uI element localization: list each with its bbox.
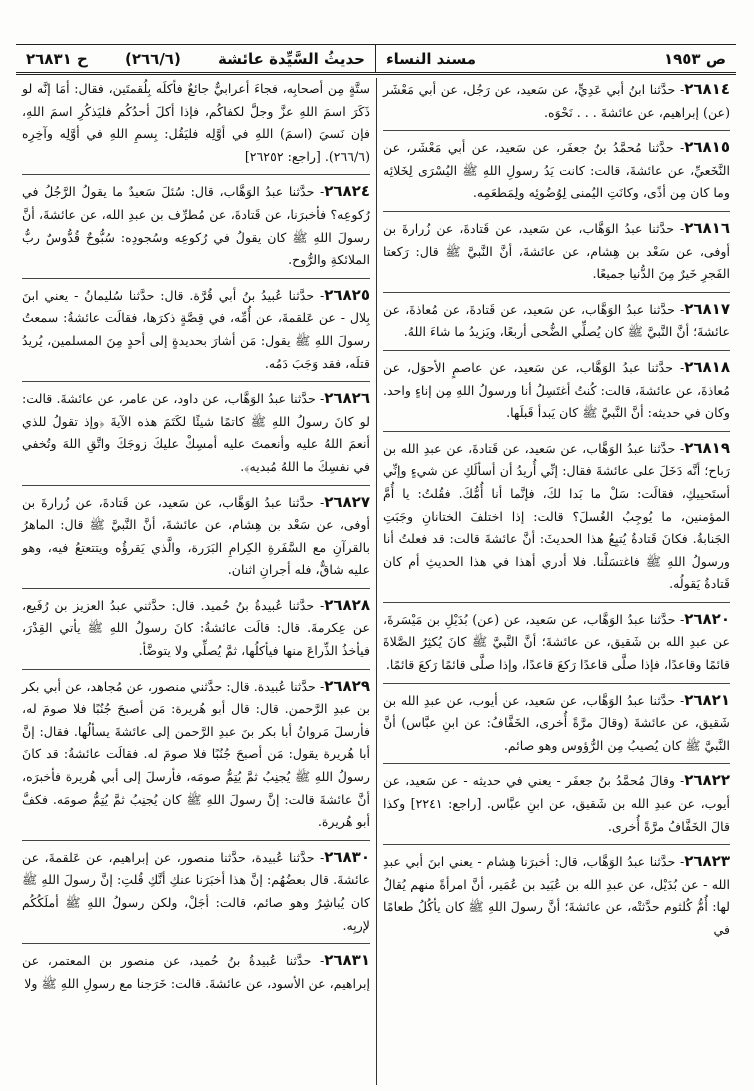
hadith-number: ٢٦٨٢٨ [324,595,370,614]
hadith-text: - حدَّثنا ابنُ أبي عَدِيٍّ، عن سَعيد، عن رَجُل، عن أبي مَعْشَر (عن) إبراهيم، عن عائشةَ . . . نَحْوَه. [383,82,730,120]
hadith-entry [383,217,730,293]
hadith-entry [22,491,370,589]
hadith-entry [383,298,730,351]
hadith-number: ٢٦٨٢٥ [324,285,370,304]
hadith-number: ٢٦٨٢٧ [324,492,370,511]
hadith-entry [383,769,730,845]
hadith-number: ٢٦٨٣٠ [324,847,370,866]
hadith-text: - حدَّثنا عُبيدة. قال: حدَّثني منصور، عن مُجاهد، عن أبي بكر بن عبدِ الرَّحمن. قال: قال أبو هُريرة: مَن أصبحَ جُنُبًا فلا صومَ له، فأرسلَ مَروانُ أبا بكر بنَ عبدِ الرَّحمن إلى عائشةَ يسألُها. فقال: إنَّ أبا هُريرة يقول: مَن أصبحَ جُنُبًا فلا صومَ له. فقالَت عائشةُ: قد كانَ رسولُ اللهِ ﷺ يُجنِبُ ثمَّ يُتِمُّ صومَه، فأرسلَ إلى أبي هُريرة فأخبرَه، أنَّ عائشةَ قالت: إنَّ رسولَ اللهِ ﷺ كان يُجنِبُ ثمَّ يُتِمُّ صومَه. فكفَّ أبو هُريرة. [22,678,370,830]
hadith-entry [383,437,730,603]
header-chapter-title: حديثُ السَّيِّدة عائشة [218,49,365,68]
header-volume: (٢٦٦/٦) [125,49,181,68]
hadith-entry [383,850,730,944]
hadith-number: ٢٦٨١٦ [684,218,730,237]
hadith-entry [383,689,730,765]
hadith-text: - حدَّثنا عُبيدةُ بنُ حُميد. قال: حدَّثني عبدُ العزيز بن رُفَيع، عن عِكرمةَ. قال: قالَت عائشةُ: كانَ رسولُ اللهِ ﷺ يأتي القِدْرَ، فيأخذُ الذِّراعَ منها فيأكلُها، ثمَّ يُصلِّي ولا يتوضَّأ. [22,597,370,659]
hadith-entry [22,284,370,382]
hadith-entry [383,136,730,212]
hadith-number: ٢٦٨٢٤ [324,182,370,201]
hadith-text: - حدَّثنا عبدُ الوَهَّاب، عن سَعيد، عن قَتادةَ، عن زُرارةَ بن أوفى، عن سَعْد بن هِشام، عن عائشةَ، أنَّ النَّبيَّ ﷺ قال: رَكعتا الفَجرِ خَيرٌ مِنَ الدُّنيا جميعًا. [383,220,730,282]
hadith-text: - حدَّثنا عبدُ الوَهَّاب، قال: أخبرَنا هِشام - يعني ابنَ أبي عبدِ الله - عن بُدَيْل، عن عبدِ الله بن عُبَيد بن عُمَير، أنَّ امرأةً منهم يُقالُ لها: أُمُّ كُلثوم حدَّثتْه، عن عائشةَ؛ أنَّ رسولَ اللهِ ﷺ كان يأكُلُ طعامًا في [383,854,730,937]
right-column [376,78,736,1085]
hadith-text: ستَّةٍ مِن أصحابِه، فجاءَ أعرابيٌّ جائعٌ فأكلَه بِلُقمتَين، فقال: أمَا إنَّه لو ذَكَرَ اسمَ اللهِ عزَّ وجلَّ لكفاكُم، فإذا أكلَ أحدُكُم فليَذكُرِ اسمَ اللهِ، فإن نَسيَ (اسمَ) اللهِ في أوَّلِه فليَقُل: بِسمِ اللهِ في أوَّلِه وآخِرِه (٢٦٦/٦). [راجع: ٢٦٢٥٢] [22,81,370,164]
hadith-number: ٢٦٨١٨ [684,357,730,376]
hadith-number: ٢٦٨١٧ [684,299,730,318]
header-hadith-number: ح ٢٦٨٣١ [26,49,88,68]
text-columns [16,78,736,1085]
hadith-text: - حدَّثنا عبدُ الوَهَّاب، عن سَعيد، عن قَتادةَ، عن مُعاذةَ، عن عائشةَ؛ أنَّ النَّبيَّ ﷺ كان يُصلِّي الضُّحى أربعًا، ويَزيدُ ما شاءَ اللهُ. [383,301,730,340]
hadith-entry [22,675,370,841]
hadith-text: - وقالَ مُحمَّدُ بنُ جعفَر - يعني في حديثه - عن سَعيد، عن أيوب، عن عبدِ الله بن شَقيق، عن ابنِ عبَّاس. [راجع: ٢٢٤١] وكذا قالَ الخَفَّافُ مرَّةً أُخرى. [383,773,731,834]
hadith-number: ٢٦٨٢١ [684,690,730,709]
hadith-entry [22,846,370,944]
hadith-text: - حدَّثنا عُبيدُ بنُ أبي قُرَّة. قال: حدَّثنا سُليمانُ - يعني ابنَ بِلال - عن عَلقمةَ، عن أُمِّه، في قِصَّةٍ ذكرَها، فقالَت عائشةُ: سمعتُ رسولَ اللهِ ﷺ يقول: مَن أشارَ بحديدةٍ إلى أحدٍ مِنَ المسلمين، يُريدُ قتلَه، فقد وَجَبَ دَمُه. [22,287,370,371]
header-page-number: ص ١٩٥٣ [663,49,726,68]
hadith-text: - حدَّثنا عبدُ الوَهَّاب، عن سَعيد، عن قَتادةَ، عن زُرارةَ بن أوفى، عن سَعْد بن هِشام، عن عائشةَ، أنَّ النَّبيَّ ﷺ قال: الماهرُ بالقرآنِ مع السَّفَرةِ الكِرامِ البَرَرة، والَّذي يَقرؤُه ويتتعتعُ فيه، وهو عليه شاقٌّ، فله أجرانِ اثنان. [22,494,370,578]
hadith-entry [383,608,730,684]
header-right [376,45,736,72]
hadith-text: - حدَّثنا عُبيدة، حدَّثنا منصور، عن إبراهيم، عن عَلقمةَ، عن عائشةَ. قال بعضُهُم: إنَّ هذا أخبَرَنا عنكِ أنَّكِ قُلتِ: إنَّ رسولَ اللهِ ﷺ كان يُباشِرُ وهو صائم، قالت: أجَلْ، ولكن رسولُ اللهِ ﷺ أملَكُكُم لإربِه. [22,849,370,933]
hadith-entry [22,387,370,485]
hadith-entry [383,78,730,131]
hadith-entry [22,949,370,998]
hadith-number: ٢٦٨١٤ [684,80,730,98]
hadith-entry [383,356,730,432]
hadith-text: - حدَّثنا عُبيدةُ بنُ حُميد، عن منصور بن المعتمر، عن إبراهيم، عن الأسود، عن عائشةَ. قالت: خَرَجنا مع رسولِ اللهِ ﷺ ولا [22,953,370,991]
hadith-number: ٢٦٨٣١ [324,951,370,970]
page-header [16,44,736,75]
hadith-number: ٢٦٨٢٣ [684,852,730,871]
hadith-text: - حدَّثنا عبدُ الوَهَّاب، قال: سُئلَ سَعيدٌ ما يقولُ الرَّجُلُ في رُكوعِه؟ فأخبرَنا، عن قَتادةَ، عن مُطرِّف بن عبدِ الله، عن عائشةَ، أنَّ رسولَ اللهِ ﷺ كان يقولُ في رُكوعِه وسُجودِه: سُبُّوحٌ قُدُّوسٌ ربُّ الملائكةِ والرُّوح. [22,184,370,268]
hadith-text: - حدَّثنا مُحمَّدُ بنُ جعفَر، عن سَعيد، عن أبي مَعْشَر، عن النَّخَعيِّ، عن عائشةَ، قالت: كانت يَدُ رسولِ اللهِ ﷺ اليُسْرَى لِخَلائِه وما كان مِن أذًى، وكانَتِ اليُمنى لِوُضُوئِه ولِمَطعَمِه. [383,140,730,201]
hadith-text: - حدَّثنا عبدُ الوَهَّاب، عن سَعيد، عن أيوب، عن عبدِ الله بن شَقيق، عن عائشةَ (وقالَ مرَّةً أُخرى، الخَفَّافُ: عن ابنِ عبَّاس) أنَّ النَّبيَّ ﷺ كان يُصيبُ مِن الرُّؤوس وهو صائم. [383,692,730,753]
hadith-number: ٢٦٨١٩ [684,438,730,457]
hadith-number: ٢٦٨٢٩ [324,676,370,695]
header-book-title: مسند النساء [386,49,477,68]
hadith-entry [22,78,370,175]
hadith-number: ٢٦٨٢٢ [684,771,730,790]
hadith-text: - حدَّثنا عبدُ الوَهَّاب، عن داود، عن عامر، عن عائشةَ. قالت: لو كانَ رسولُ اللهِ ﷺ كاتمًا شيئًا لكَتَمَ هذه الآيةَ ﴿وإذ تقولُ للذي أنعمَ اللهُ عليه وأنعمتَ عليه أمسِكْ عليكَ زوجَكَ واتَّقِ اللهَ وتُخفي في نفسِكَ ما اللهُ مُبديه﴾. [22,391,370,474]
hadith-number: ٢٦٨٢٠ [684,609,730,628]
hadith-number: ٢٦٨٢٦ [324,389,370,408]
hadith-entry [22,180,370,278]
left-column [16,78,376,1085]
hadith-text: - حدَّثنا عبدُ الوَهَّاب، عن سَعيد، عن قَتادةَ، عن عبدِ الله بن رَباح؛ أنَّه دَخَلَ على عائشةَ فقال: إنِّي أُريدُ أن أسألَكِ عن شيءٍ وإنِّي أستَحييكِ، فقالَت: سَلْ ما بَدا لكَ، فإنَّما أنا أُمُّكَ. فقُلتُ: يا أُمَّ المؤمنين، ما يُوجِبُ الغُسلَ؟ قالت: إذا اختلفَ الختانانِ وجَبَتِ الجَنابةُ. فكانَ قَتادةُ يُتبِعُ هذا الحديثَ: أنَّ عائشةَ قالت: قد فعلتُ أنا ورسولُ اللهِ ﷺ فاغتسَلْنا. فلا أدري أهذا في هذا الحديثِ أم كان قَتادةُ يَقولُه. [383,440,730,592]
hadith-number: ٢٦٨١٥ [684,138,730,157]
hadith-entry [22,594,370,670]
hadith-text: - حدَّثنا عبدُ الوَهَّاب، عن سَعيد، عن (عن) بُدَيْلِ بن مَيْسَرةَ، عن عبدِ الله بن شَقيق، عن عائشةَ؛ أنَّ النَّبيَّ ﷺ كانَ يُكثِرُ الصَّلاةَ قائمًا وقاعدًا، فإذا صلَّى قاعدًا رَكعَ قاعدًا، وإذا صلَّى قائمًا رَكعَ قائمًا. [383,611,730,673]
header-left [16,45,376,72]
hadith-text: - حدَّثنا عبدُ الوَهَّاب، عن سَعيد، عن عاصمٍ الأحوَل، عن مُعاذةَ، عن عائشةَ، قالت: كُنتُ أغتَسِلُ أنا ورسولُ اللهِ مِن إناءٍ واحد. وكان في حديثه: أنَّ النَّبيَّ ﷺ كان يَبدأ قَبلَها. [383,359,730,421]
